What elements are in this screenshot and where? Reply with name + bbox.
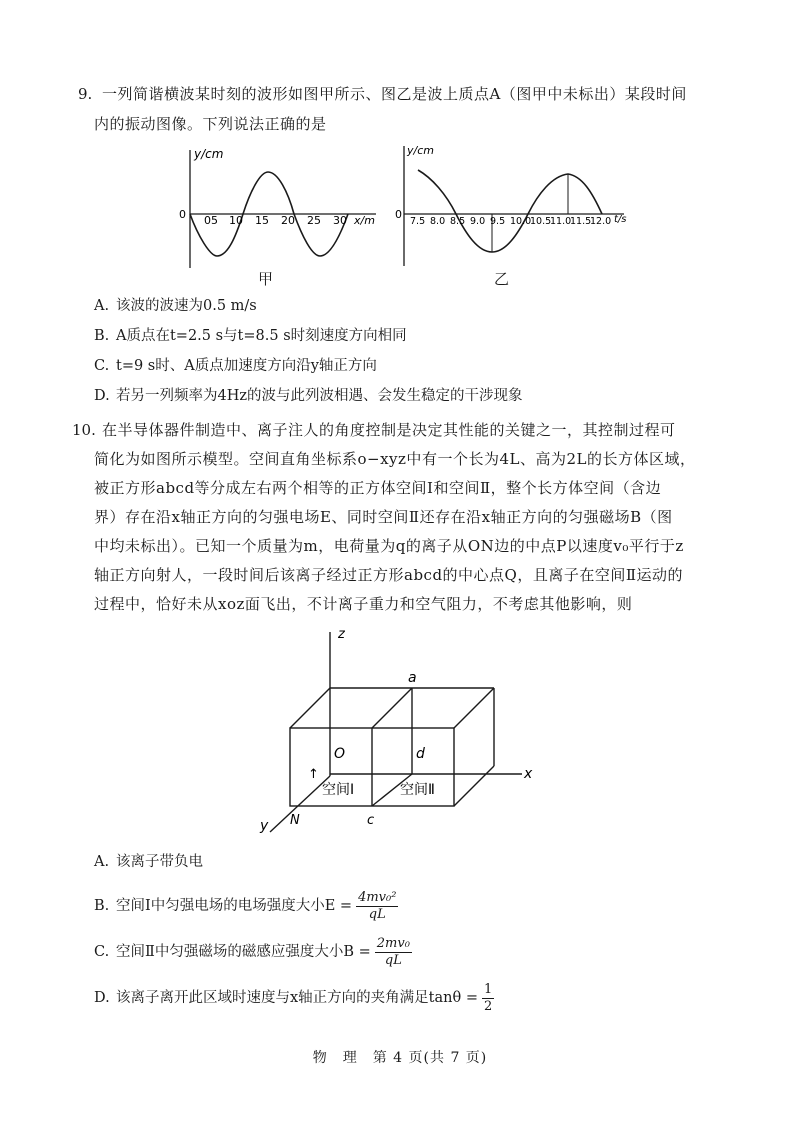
option-letter: B.	[94, 898, 110, 914]
y-axis-label: y	[260, 818, 269, 834]
q10-option-a	[94, 852, 203, 872]
top-edge-left	[290, 688, 330, 728]
fraction-denominator: qL	[384, 952, 402, 968]
fraction-b	[356, 890, 398, 923]
option-letter: D.	[94, 990, 110, 1006]
option-text: A质点在t=2.5 s与t=8.5 s时刻速度方向相同	[116, 328, 407, 344]
q9-option-a	[94, 296, 257, 316]
top-edge-right	[454, 688, 494, 728]
yi-tick-label: 11.0	[550, 216, 572, 227]
figure-jia-caption: 甲	[258, 270, 274, 288]
yi-tick-label: 7.5	[410, 216, 426, 227]
jia-tick-label: 25	[307, 214, 321, 227]
question-9-stem-line1: 一列简谐横波某时刻的波形如图甲所示、图乙是波上质点A（图甲中未标出）某段时间	[102, 85, 687, 103]
fraction-c	[375, 936, 412, 969]
yi-origin: 0	[395, 208, 402, 221]
option-letter: D.	[94, 388, 110, 404]
fraction-numerator: 1	[483, 981, 493, 997]
option-text: 空间Ⅱ中匀强磁场的磁感应强度大小B =	[116, 944, 371, 960]
vibration-graph-yi	[392, 142, 632, 270]
yi-wave-curve	[418, 170, 602, 252]
yi-xlabel: t/s	[614, 214, 627, 225]
space-2-label: 空间Ⅱ	[400, 782, 435, 798]
point-a-label: a	[408, 670, 417, 686]
yi-tick-label: 8.5	[450, 216, 466, 227]
jia-tick-label: 30	[333, 214, 347, 227]
velocity-arrow: ↑	[308, 767, 319, 782]
option-letter: A.	[94, 854, 110, 870]
jia-tick-label: 15	[255, 214, 269, 227]
yi-tick-label: 10.0	[510, 216, 532, 227]
page-footer: 物 理 第 4 页(共 7 页)	[312, 1050, 488, 1066]
fraction-numerator: 2mv₀	[376, 935, 410, 951]
q10-line-3: 被正方形abcd等分成左右两个相等的正方体空间Ⅰ和空间Ⅱ，整个长方体空间（含边	[94, 479, 662, 497]
option-text: 该离子离开此区域时速度与x轴正方向的夹角满足tanθ =	[116, 990, 478, 1006]
cuboid-diagram	[250, 626, 550, 836]
jia-tick-label: 20	[281, 214, 295, 227]
q10-line-7: 过程中，恰好未从xoz面飞出，不计离子重力和空气阻力，不考虑其他影响，则	[94, 595, 633, 613]
q10-line-1: 在半导体器件制造中、离子注人的角度控制是决定其性能的关键之一，其控制过程可	[102, 421, 676, 439]
space-1-label: 空间Ⅰ	[322, 782, 355, 798]
q9-option-c	[94, 356, 377, 376]
point-d-label: d	[416, 746, 425, 762]
option-text: 空间Ⅰ中匀强电场的电场强度大小E =	[116, 898, 353, 914]
top-divider	[372, 688, 412, 728]
option-text: 该波的波速为0.5 m/s	[116, 298, 257, 314]
q9-option-b	[94, 326, 407, 346]
question-10-number: 10.	[72, 421, 96, 439]
option-letter: A.	[94, 298, 110, 314]
x-axis-label: x	[524, 766, 533, 782]
option-text: 若另一列频率为4Hz的波与此列波相遇、会发生稳定的干涉现象	[116, 388, 523, 404]
point-c-label: c	[367, 813, 375, 828]
fraction-d	[482, 982, 494, 1015]
jia-ylabel: y/cm	[194, 147, 224, 161]
jia-origin: 0	[179, 208, 186, 221]
point-O-label: O	[334, 746, 346, 762]
q10-line-4: 界）存在沿x轴正方向的匀强电场E、同时空间Ⅱ还存在沿x轴正方向的匀强磁场B（图	[94, 508, 673, 526]
point-N-label: N	[290, 813, 300, 828]
fraction-denominator: qL	[368, 906, 386, 922]
right-edge-bottom	[454, 766, 494, 806]
q9-option-d	[94, 386, 523, 406]
option-letter: B.	[94, 328, 110, 344]
jia-tick-label: 10	[229, 214, 243, 227]
q10-line-5: 中均未标出）。已知一个质量为m，电荷量为q的离子从ON边的中点P以速度v₀平行于z	[94, 537, 684, 555]
question-9-number: 9.	[78, 85, 93, 103]
y-axis	[270, 776, 330, 832]
q10-line-2: 简化为如图所示模型。空间直角坐标系o−xyz中有一个长为4L、高为2L的长方体区域，	[94, 450, 696, 468]
yi-tick-label: 12.0	[590, 216, 612, 227]
q10-option-b	[94, 886, 398, 926]
yi-tick-label: 9.0	[470, 216, 486, 227]
figure-yi-caption: 乙	[494, 270, 510, 288]
fraction-numerator: 4mv₀²	[358, 889, 397, 905]
option-letter: C.	[94, 358, 110, 374]
z-axis-label: z	[338, 627, 345, 642]
option-text: 该离子带负电	[116, 854, 203, 870]
yi-tick-label: 11.5	[570, 216, 592, 227]
q10-option-c	[94, 932, 412, 972]
option-text: t=9 s时、A质点加速度方向沿y轴正方向	[116, 358, 377, 374]
jia-tick-label: 05	[204, 214, 218, 227]
fraction-denominator: 2	[483, 998, 493, 1014]
jia-xlabel: x/m	[354, 214, 375, 227]
yi-ylabel: y/cm	[407, 144, 434, 157]
question-9-stem-line2: 内的振动图像。下列说法正确的是	[94, 115, 327, 133]
q10-line-6: 轴正方向射人，一段时间后该离子经过正方形abcd的中心点Q，且离子在空间Ⅱ运动的	[94, 566, 684, 584]
option-letter: C.	[94, 944, 110, 960]
yi-tick-label: 8.0	[430, 216, 446, 227]
yi-tick-label: 10.5	[530, 216, 552, 227]
wave-graph-jia	[170, 146, 390, 272]
q10-option-d	[94, 978, 494, 1018]
yi-tick-label: 9.5	[490, 216, 506, 227]
